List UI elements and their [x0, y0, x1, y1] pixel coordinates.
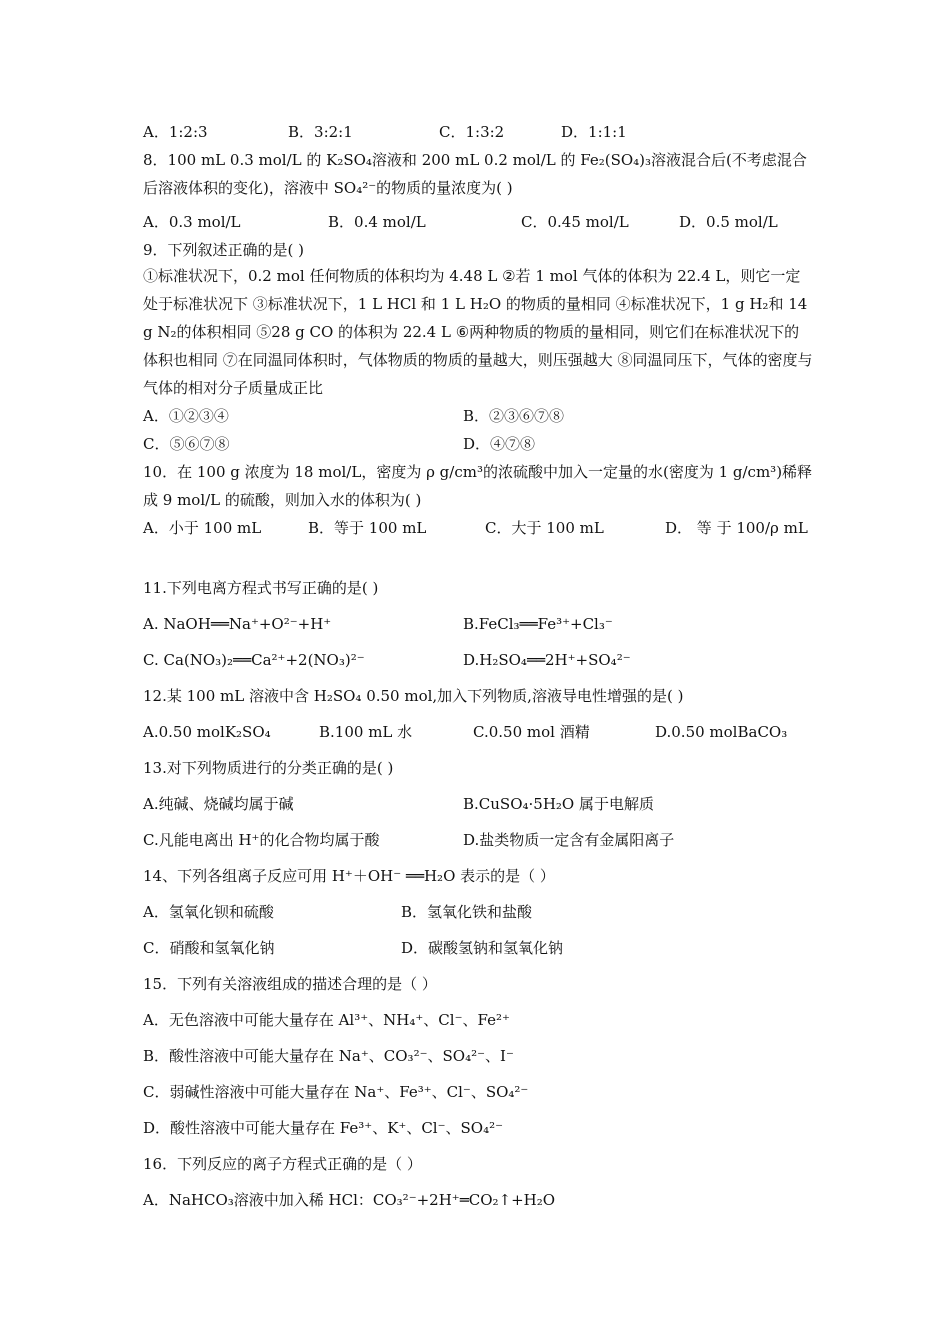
- q8-option-b: B．0.4 mol/L: [328, 213, 426, 231]
- q8-option-d: D．0.5 mol/L: [679, 213, 778, 231]
- q9-option-a: A．①②③④: [143, 407, 229, 425]
- q13-option-b: B.CuSO₄·5H₂O 属于电解质: [463, 795, 654, 813]
- q15-stem: 15．下列有关溶液组成的描述合理的是（ ）: [143, 975, 437, 993]
- q10-options: [143, 518, 813, 538]
- q9-option-b: B．②③⑥⑦⑧: [463, 407, 565, 425]
- q12-option-d: D.0.50 molBaCO₃: [655, 723, 788, 741]
- q14-option-b: B．氢氧化铁和盐酸: [401, 903, 533, 921]
- q16-option-a: A．NaHCO₃溶液中加入稀 HCl：CO₃²⁻+2H⁺═CO₂↑+H₂O: [143, 1191, 556, 1209]
- q12-option-c: C.0.50 mol 酒精: [473, 723, 590, 741]
- q9-stem: 9．下列叙述正确的是( ): [143, 241, 305, 259]
- q8-options: [143, 212, 813, 232]
- q11-stem: 11.下列电离方程式书写正确的是( ): [143, 579, 379, 597]
- q13-option-a: A.纯碱、烧碱均属于碱: [143, 795, 294, 813]
- q14-option-a: A．氢氧化钡和硫酸: [143, 903, 274, 921]
- q10-option-a: A．小于 100 mL: [143, 519, 262, 537]
- q13-options-row1: [143, 794, 813, 814]
- q16-stem: 16．下列反应的离子方程式正确的是（ ）: [143, 1155, 422, 1173]
- q7-options: [143, 122, 813, 142]
- q12-options: [143, 722, 813, 742]
- q10-stem: 10．在 100 g 浓度为 18 mol/L，密度为 ρ g/cm³的浓硫酸中加入一定量的水(密度为 1 g/cm³)稀释成 9 mol/L 的硫酸，则加入水的体积为( ): [143, 463, 813, 509]
- q7-option-d: D．1:1:1: [561, 123, 627, 141]
- q10-option-d: D． 等 于 100/ρ mL: [665, 519, 808, 537]
- q8-stem: 8．100 mL 0.3 mol/L 的 K₂SO₄溶液和 200 mL 0.2 mol/L 的 Fe₂(SO₄)₃溶液混合后(不考虑混合后溶液体积的变化)，溶液中 SO₄²⁻的物质的量浓度为( ): [143, 151, 807, 197]
- q15-option-b: B．酸性溶液中可能大量存在 Na⁺、CO₃²⁻、SO₄²⁻、I⁻: [143, 1047, 514, 1065]
- q10-option-b: B．等于 100 mL: [308, 519, 427, 537]
- q7-option-a: A．1:2:3: [143, 123, 208, 141]
- q9-options-row2: [143, 434, 813, 454]
- q8-option-a: A．0.3 mol/L: [143, 213, 241, 231]
- q9-option-c: C．⑤⑥⑦⑧: [143, 435, 230, 453]
- q8-option-c: C．0.45 mol/L: [521, 213, 629, 231]
- q9-option-d: D．④⑦⑧: [463, 435, 536, 453]
- q15-option-d: D．酸性溶液中可能大量存在 Fe³⁺、K⁺、Cl⁻、SO₄²⁻: [143, 1119, 504, 1137]
- q11-options-row2: [143, 650, 813, 670]
- q14-option-d: D．碳酸氢钠和氢氧化钠: [401, 939, 564, 957]
- q11-option-c: C. Ca(NO₃)₂══Ca²⁺+2(NO₃)²⁻: [143, 651, 365, 669]
- q13-option-c: C.凡能电离出 H⁺的化合物均属于酸: [143, 831, 380, 849]
- q11-option-d: D.H₂SO₄══2H⁺+SO₄²⁻: [463, 651, 631, 669]
- q12-option-b: B.100 mL 水: [319, 723, 413, 741]
- q15-option-a: A．无色溶液中可能大量存在 Al³⁺、NH₄⁺、Cl⁻、Fe²⁺: [143, 1011, 510, 1029]
- q13-stem: 13.对下列物质进行的分类正确的是( ): [143, 759, 394, 777]
- q9-options-row1: [143, 406, 813, 426]
- q15-option-c: C．弱碱性溶液中可能大量存在 Na⁺、Fe³⁺、Cl⁻、SO₄²⁻: [143, 1083, 529, 1101]
- q12-stem: 12.某 100 mL 溶液中含 H₂SO₄ 0.50 mol,加入下列物质,溶液导电性增强的是( ): [143, 687, 684, 705]
- q11-option-b: B.FeCl₃══Fe³⁺+Cl₃⁻: [463, 615, 613, 633]
- q11-option-a: A. NaOH══Na⁺+O²⁻+H⁺: [143, 615, 332, 633]
- q9-body: ①标准状况下，0.2 mol 任何物质的体积均为 4.48 L ②若 1 mol 气体的体积为 22.4 L，则它一定处于标准状况下 ③标准状况下，1 L HCl 和 1 L H₂O 的物质的量相同 ④标准状况下，1 g H₂和 14 g N₂的体积相同 ⑤28 g CO 的体积为 22.4 L ⑥两种物质的物质的量相同，则它们在标准状况下的体积也相同 ⑦在同温同体积时，气体物质的物质的量越大，则压强越大 ⑧同温同压下，气体的密度与气体的相对分子质量成正比: [143, 267, 813, 397]
- q14-options-row1: [143, 902, 813, 922]
- q13-options-row2: [143, 830, 813, 850]
- q14-stem: 14、下列各组离子反应可用 H⁺＋OH⁻ ══H₂O 表示的是（ ）: [143, 867, 555, 885]
- q7-option-c: C．1:3:2: [439, 123, 505, 141]
- q13-option-d: D.盐类物质一定含有金属阳离子: [463, 831, 675, 849]
- q11-options-row1: [143, 614, 813, 634]
- q14-option-c: C．硝酸和氢氧化钠: [143, 939, 275, 957]
- q10-option-c: C．大于 100 mL: [485, 519, 604, 537]
- q14-options-row2: [143, 938, 813, 958]
- q12-option-a: A.0.50 molK₂SO₄: [143, 723, 271, 741]
- q7-option-b: B．3:2:1: [288, 123, 353, 141]
